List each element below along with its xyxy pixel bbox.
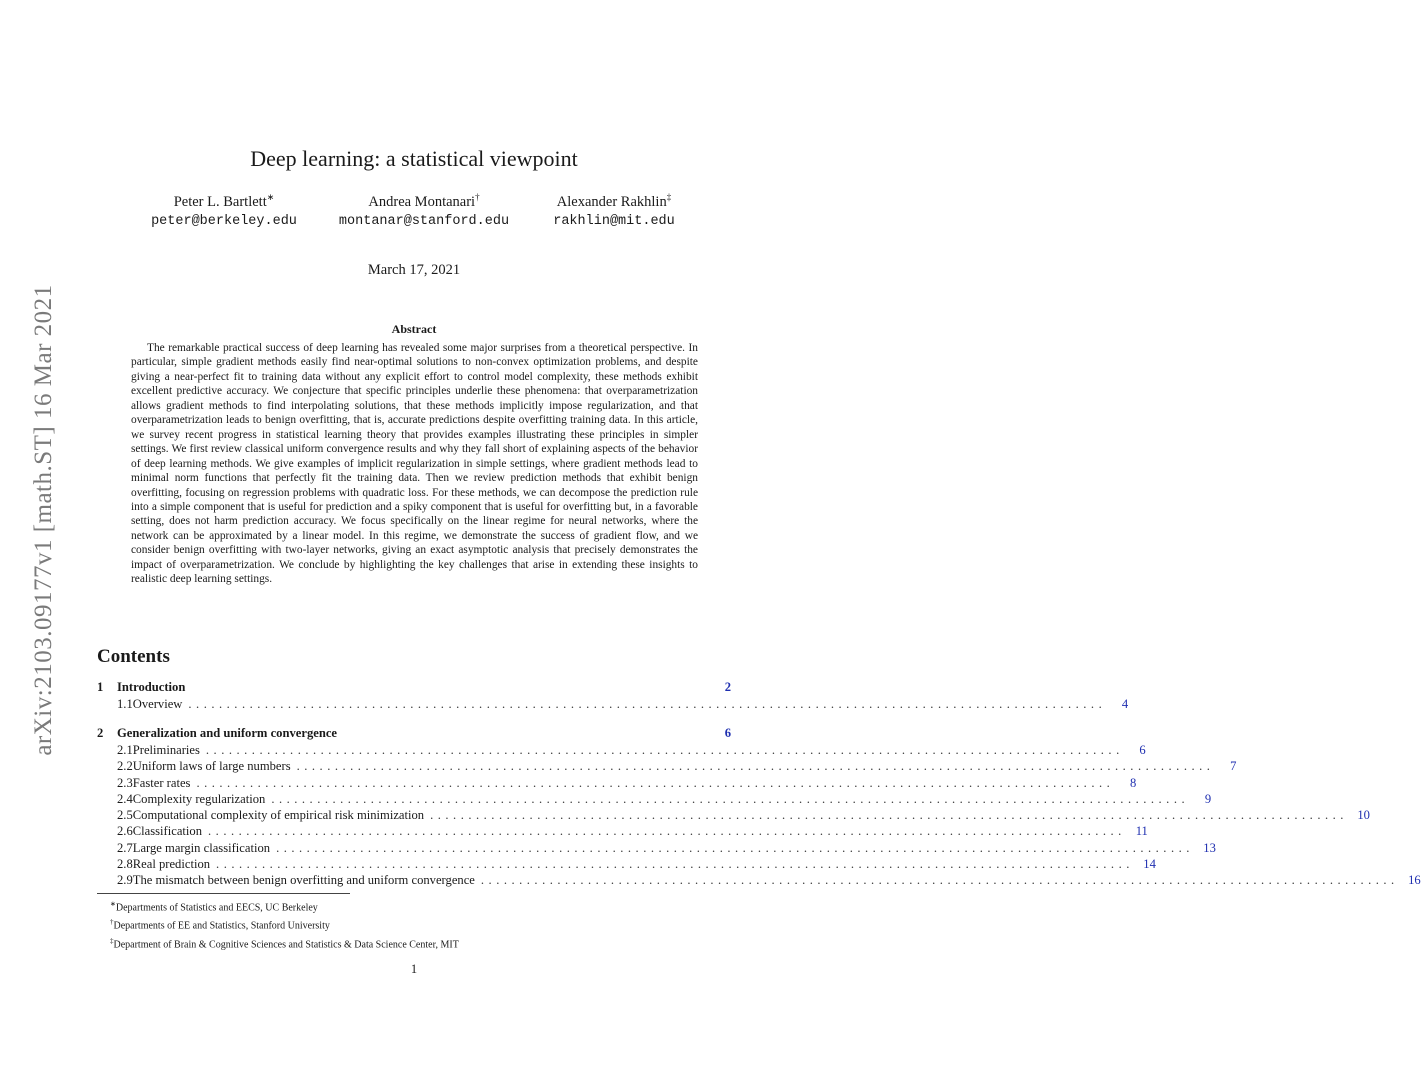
footnotes [110,897,459,952]
toc-dot-leader: ........................................................................................................................ [296,759,1215,773]
toc-entry-number: 2.3 [117,776,133,790]
toc-section-entry[interactable] [97,680,731,696]
toc-dot-leader: ........................................................................................................................ [208,824,1126,838]
toc-entry-title: Generalization and uniform convergence [117,726,338,740]
toc-page-link[interactable]: 10 [1357,808,1370,822]
footnote-text: Departments of EE and Statistics, Stanford University [113,920,330,932]
page-number: 1 [410,962,418,976]
toc-entry-title: Faster rates [132,776,191,790]
footnote-mark: ‡ [110,936,114,945]
toc-page-link[interactable]: 7 [1230,759,1237,773]
toc-entry-number: 2.8 [117,857,133,871]
toc-entry-number: 2.1 [117,743,133,757]
footnote [110,934,459,952]
abstract-heading: Abstract [391,322,437,336]
toc-entry-title: Large margin classification [132,841,271,855]
toc-entry-title: Preliminaries [132,743,200,757]
author-name: Peter L. Bartlett [173,193,267,210]
toc-subsection-entry[interactable] [97,873,1421,889]
toc-subsection-entry[interactable] [97,857,1156,873]
author-footnote-mark: ∗ [266,192,275,202]
toc-entry-title: Overview [132,697,183,711]
toc-subsection-entry[interactable] [97,697,1129,713]
author-email: rakhlin@mit.edu [553,213,675,229]
toc-entry-title: Uniform laws of large numbers [132,759,291,773]
toc-entry-title: Computational complexity of empirical risk minimization [132,808,425,822]
author-name: Alexander Rakhlin [556,193,667,210]
toc-dot-leader: ........................................................................................................................ [216,857,1134,871]
toc-page-link[interactable]: 8 [1129,776,1137,790]
publication-date: March 17, 2021 [367,262,461,278]
footnote-text: Departments of Statistics and EECS, UC Berkeley [115,902,318,914]
toc-entry-title: Classification [132,824,203,838]
toc-subsection-entry[interactable] [97,792,1212,808]
toc-subsection-entry[interactable] [97,824,1148,840]
toc-page-link[interactable]: 2 [724,680,731,694]
toc-subsection-entry[interactable] [97,759,1237,775]
author-footnote-mark: ‡ [666,192,672,202]
toc-entry-number: 2.4 [117,792,133,806]
toc-page-link[interactable]: 13 [1203,841,1216,855]
toc-entry-number: 2 [97,726,104,740]
toc-subsection-entry[interactable] [97,808,1370,824]
toc-subsection-entry[interactable] [97,743,1146,759]
toc-page-link[interactable]: 6 [1139,743,1146,757]
toc-entry-title: Introduction [117,680,186,694]
toc-dot-leader: ........................................................................................................................ [430,808,1348,822]
author-email: montanar@stanford.edu [338,213,510,229]
footnote-text: Department of Brain & Cognitive Sciences and Statistics & Data Science Center, MIT [113,938,459,950]
toc-subsection-entry[interactable] [97,841,1216,857]
toc-page-link[interactable]: 16 [1408,873,1421,887]
footnote [110,915,459,933]
toc-entry-number: 1 [97,680,104,694]
paper-title: Deep learning: a statistical viewpoint [250,146,578,171]
toc-page-link[interactable]: 9 [1204,792,1212,806]
toc-dot-leader: ........................................................................................................................ [205,743,1124,757]
toc-dot-leader: ........................................................................................................................ [196,776,1115,790]
abstract-text: The remarkable practical success of deep learning has revealed some major surprises from a theoretical perspective. In particular, simple gradient methods easily find near-optimal solutions to non-convex optimization problems, and despite giving a near-perfect fit to training data without any explicit effort to control model complexity, these methods exhibit excellent predictive accuracy. We conjecture that specific principles underlie these phenomena: that overparametrization allows gradient methods to find interpolating solutions, that these methods implicitly impose regularization, and that overparametrization leads to benign overfitting, that is, accurate predictions despite overfitting training data. In this article, we survey recent progress in statistical learning theory that provides examples illustrating these principles in simpler settings. We first review classical uniform convergence results and why they fall short of explaining aspects of the behavior of deep learning methods. We give examples of implicit regularization in simple settings, where gradient methods lead to minimal norm functions that perfectly fit the training data. Then we review prediction methods that exhibit benign overfitting, focusing on regression problems with quadratic loss. For these methods, we can decompose the prediction rule into a simple component that is useful for prediction and a spiky component that is useful for overfitting but, in a favorable setting, does not harm prediction accuracy. We focus specifically on the linear regime for neural networks, where the network can be approximated by a linear model. In this regime, we demonstrate the success of gradient flow, and we consider benign overfitting with two-layer networks, giving an exact asymptotic analysis that precisely demonstrates the impact of overparametrization. We conclude by highlighting the key challenges that arise in extending these insights to realistic deep learning settings. [131,342,698,586]
arxiv-identifier-stamp: arXiv:2103.09177v1 [math.ST] 16 Mar 2021 [30,284,57,756]
toc-entry-title: The mismatch between benign overfitting and uniform convergence [132,873,475,887]
toc-entry-number: 2.5 [117,808,133,822]
toc-entry-number: 2.9 [117,873,133,887]
footnote-divider [97,893,350,894]
toc-section-entry[interactable] [97,726,731,742]
toc-entry-title: Real prediction [132,857,211,871]
toc-dot-leader: ........................................................................................................................ [271,792,1190,806]
author-3 [494,192,734,229]
toc-entry-number: 2.6 [117,824,133,838]
toc-page-link[interactable]: 11 [1135,824,1148,838]
toc-dot-leader: ........................................................................................................................ [276,841,1194,855]
toc-entry-number: 1.1 [117,697,133,711]
toc-entry-number: 2.2 [117,759,133,773]
author-name: Andrea Montanari [368,193,476,210]
toc-page-link[interactable]: 6 [724,726,731,740]
toc-entry-number: 2.7 [117,841,133,855]
toc-page-link[interactable]: 14 [1143,857,1156,871]
author-footnote-mark: † [475,192,480,202]
footnote-mark: ∗ [110,900,116,908]
toc-subsection-entry[interactable] [97,776,1137,792]
author-email: peter@berkeley.edu [151,213,297,229]
toc-entry-title: Complexity regularization [132,792,266,806]
toc-page-link[interactable]: 4 [1121,697,1129,711]
footnote-mark: † [110,918,114,927]
contents-heading: Contents [97,646,170,667]
toc-dot-leader: ........................................................................................................................ [188,697,1107,711]
footnote [110,897,459,915]
toc-dot-leader: ........................................................................................................................ [480,873,1399,887]
